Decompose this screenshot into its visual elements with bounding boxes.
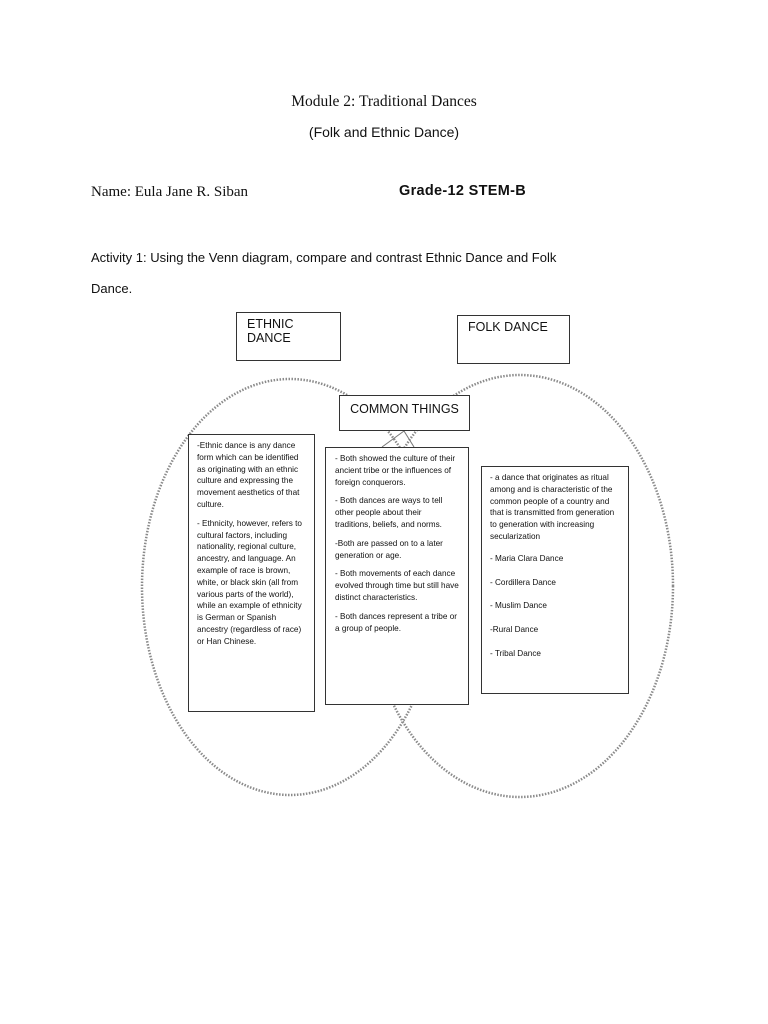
- ethnic-dance-label: ETHNIC DANCE: [236, 312, 341, 361]
- common-item: - Both dances are ways to tell other people about their traditions, beliefs, and norms.: [335, 496, 443, 529]
- page-title: Module 2: Traditional Dances: [291, 93, 477, 110]
- folk-intro: - a dance that originates as ritual among and is characteristic of the common people of a country and that is transmitted from generation to generation with increasing secularization: [490, 473, 615, 541]
- common-item: - Both dances represent a tribe or a group of people.: [335, 611, 457, 633]
- folk-dance-box: [481, 466, 629, 694]
- folk-dance-label: FOLK DANCE: [457, 315, 570, 364]
- ethnic-dance-box: [188, 434, 315, 712]
- folk-item: - Muslim Dance: [490, 601, 547, 611]
- pointer-line: [382, 431, 404, 447]
- folk-item: - Maria Clara Dance: [490, 553, 564, 563]
- activity-instruction: Activity 1: Using the Venn diagram, compare and contrast Ethnic Dance and Folk Dance.: [91, 250, 557, 296]
- ethnic-paragraph: -Ethnic dance is any dance form which can be identified as originating with an ethnic culture and expressing the movement aesthetics of that culture.: [197, 441, 300, 509]
- common-item: - Both showed the culture of their ancient tribe or the influences of foreign conquerors.: [335, 454, 456, 487]
- page-subtitle: (Folk and Ethnic Dance): [308, 124, 460, 140]
- common-item: - Both movements of each dance evolved through time but still have distinct characteristics.: [335, 569, 459, 602]
- folk-item: - Tribal Dance: [490, 648, 541, 658]
- common-things-label: COMMON THINGS: [339, 395, 470, 431]
- folk-item: -Rural Dance: [490, 625, 539, 635]
- student-name: Name: Eula Jane R. Siban: [91, 184, 249, 200]
- common-item: -Both are passed on to a later generation or age.: [335, 538, 443, 560]
- folk-item: - Cordillera Dance: [490, 577, 556, 587]
- common-things-box: [325, 447, 469, 705]
- grade-section: Grade-12 STEM-B: [399, 183, 526, 199]
- ethnic-paragraph: - Ethnicity, however, refers to cultural factors, including nationality, regional culture, ancestry, and language. An example of race is brown, white, or black skin (all from various parts of the world), while an example of ethnicity is German or Spanish ancestry (regardless of race) or Han Chinese.: [197, 518, 302, 646]
